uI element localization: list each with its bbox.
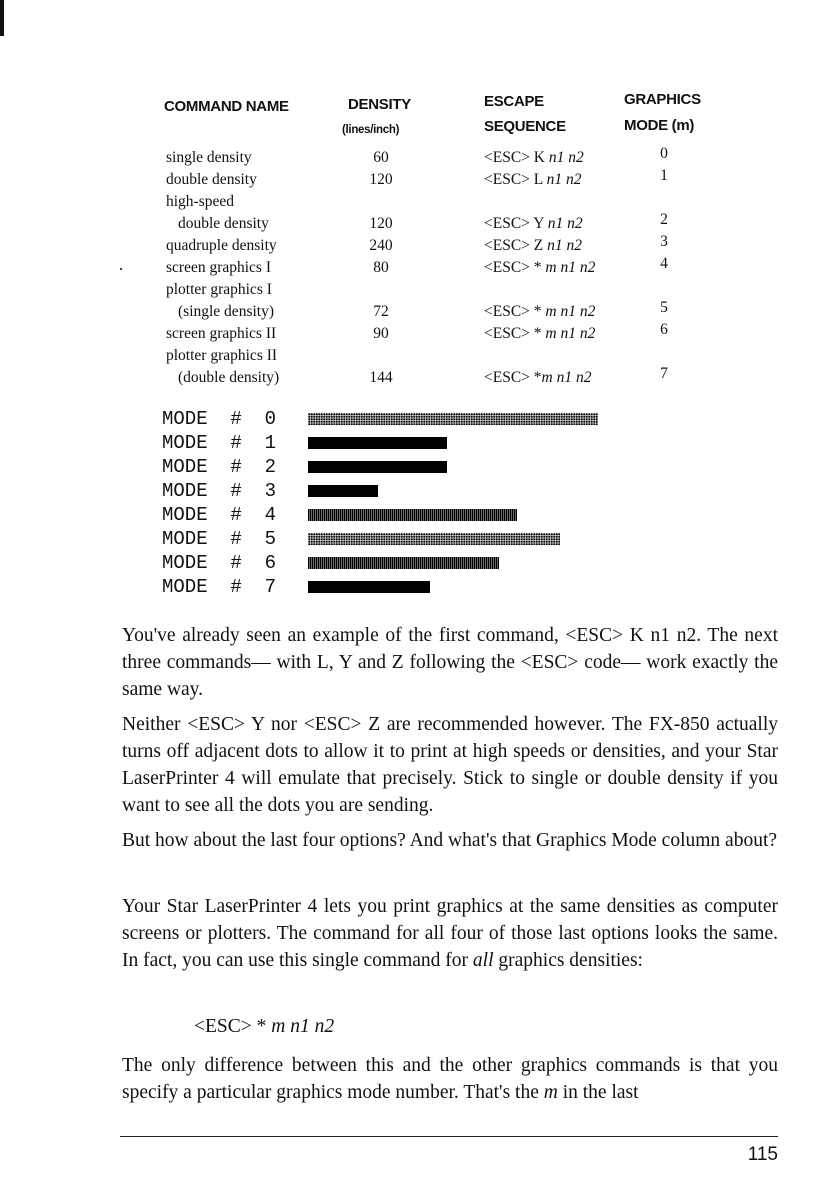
graphics-mode-cell: 5 [660,299,668,316]
density-cell: 120 [369,171,393,188]
command-name-cell: screen graphics I [166,259,272,276]
escape-code: <ESC> Z [484,237,548,254]
graphics-mode-cell: 0 [660,145,668,162]
escape-sequence-cell [484,147,584,169]
graphics-mode-cell: 1 [660,167,668,184]
page-number: 115 [747,1144,778,1165]
graphics-mode-cell: 3 [660,233,668,250]
mode-label: MODE # 7 [162,576,277,598]
mode-label: MODE # 3 [162,480,277,502]
density-cell: 240 [369,237,393,254]
paragraph-4-emphasis: all [472,950,494,971]
header-graphics: GRAPHICS [624,91,701,108]
formula-prefix: <ESC> * [194,1016,272,1037]
command-name-cell: single density [166,149,252,166]
scan-speck [120,268,122,270]
command-name-cell: double density [178,215,269,232]
command-name-cell: (double density) [178,369,280,386]
escape-params: m n1 n2 [541,369,592,386]
command-name-cell: plotter graphics II [166,347,278,364]
footer-rule [120,1136,778,1137]
mode-sample-bar [308,461,447,473]
paragraph-2: Neither <ESC> Y nor <ESC> Z are recommended however. The FX-850 actually turns off adjacent dots to allow it to print at high speeds or densities, and your Star LaserPrinter 4 will emulate that precisely. Stick to single or double density if you want to see all the dots you are sending. [122,714,778,816]
header-escape: ESCAPE [484,93,544,110]
command-name-cell: high-speed [166,193,235,210]
header-sequence: SEQUENCE [484,118,566,135]
mode-sample-bar [308,413,598,425]
escape-params: n1 n2 [546,171,582,188]
paragraph-4 [122,893,778,974]
escape-params: m n1 n2 [545,259,596,276]
escape-formula [194,1013,334,1040]
escape-sequence-cell [484,235,582,257]
escape-sequence-cell [484,323,595,345]
command-name-cell: screen graphics II [166,325,277,342]
mode-label: MODE # 2 [162,456,277,478]
escape-code: <ESC> * [484,369,542,386]
mode-sample-bar [308,485,378,497]
escape-sequence-cell [484,257,595,279]
command-name-cell: quadruple density [166,237,277,254]
density-cell: 60 [373,149,389,166]
escape-sequence-cell [484,301,595,323]
header-mode: MODE (m) [624,117,695,134]
escape-code: <ESC> Y [484,215,548,232]
graphics-mode-cell: 6 [660,321,668,338]
density-cell: 72 [373,303,389,320]
scan-edge-mark [0,0,4,36]
paragraph-5-text-a: The only difference between this and the other graphics commands is that you specify a particular graphics mode number. That's the [122,1055,778,1103]
mode-label: MODE # 0 [162,408,277,430]
escape-params: n1 n2 [548,149,584,166]
escape-code: <ESC> L [484,171,547,188]
escape-code: <ESC> * [484,303,546,320]
command-name-cell: plotter graphics I [166,281,272,298]
escape-params: m n1 n2 [545,325,596,342]
escape-sequence-cell [484,169,581,191]
mode-sample-bar [308,581,430,593]
mode-label: MODE # 4 [162,504,277,526]
paragraph-5-text-b: in the last [557,1082,639,1103]
mode-label: MODE # 6 [162,552,277,574]
density-cell: 144 [369,369,393,386]
command-name-cell: double density [166,171,257,188]
paragraph-3: But how about the last four options? And what's that Graphics Mode column about? [122,830,778,851]
paragraph-5 [122,1052,778,1106]
escape-code: <ESC> * [484,259,546,276]
formula-params: m n1 n2 [271,1016,335,1037]
escape-code: <ESC> * [484,325,546,342]
header-density-unit: (lines/inch) [342,124,400,136]
paragraph-4-text-b: graphics densities: [493,950,643,971]
density-cell: 80 [373,259,389,276]
mode-sample-bar [308,557,499,569]
paragraph-5-emphasis: m [543,1082,558,1103]
escape-params: m n1 n2 [545,303,596,320]
mode-sample-bar [308,437,447,449]
header-density: DENSITY [348,96,411,113]
density-cell: 120 [369,215,393,232]
graphics-mode-cell: 2 [660,211,668,228]
density-cell: 90 [373,325,389,342]
escape-code: <ESC> K [484,149,549,166]
escape-params: n1 n2 [547,215,583,232]
mode-label: MODE # 1 [162,432,277,454]
mode-sample-bar [308,533,560,545]
graphics-mode-cell: 4 [660,255,668,272]
header-command-name: COMMAND NAME [164,98,289,115]
escape-sequence-cell [484,213,583,235]
mode-sample-bar [308,509,517,521]
mode-label: MODE # 5 [162,528,277,550]
command-name-cell: (single density) [178,303,274,320]
escape-params: n1 n2 [547,237,583,254]
escape-sequence-cell [484,367,592,389]
graphics-mode-cell: 7 [660,365,668,382]
paragraph-1: You've already seen an example of the first command, <ESC> K n1 n2. The next three commands— with L, Y and Z following the <ESC> code— work exactly the same way. [122,625,778,700]
paragraph-4-text-a: Your Star LaserPrinter 4 lets you print graphics at the same densities as computer screens or plotters. The command for all four of those last options looks the same. In fact, you can use this single command for [122,896,778,971]
